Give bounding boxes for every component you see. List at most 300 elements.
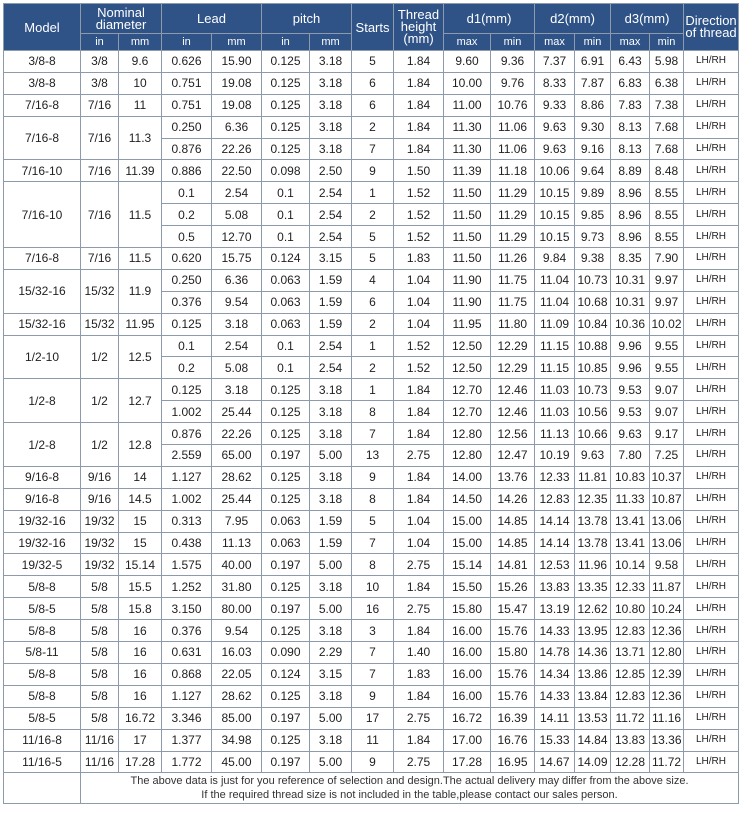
d2-max-cell: 12.53	[535, 554, 575, 576]
nominal-in-cell: 1/2	[81, 335, 119, 379]
d1-min-cell: 11.29	[491, 226, 535, 248]
d3-min-cell: 9.58	[650, 554, 684, 576]
d1-max-cell: 14.00	[444, 466, 491, 488]
d1-max-cell: 16.00	[444, 620, 491, 642]
table-row	[4, 335, 739, 357]
d2-min-cell: 13.86	[575, 663, 611, 685]
lead-in-cell: 0.313	[162, 510, 212, 532]
starts-cell: 7	[352, 532, 394, 554]
header-d1: d1(mm)	[444, 4, 535, 34]
nominal-in-cell: 19/32	[81, 554, 119, 576]
d1-max-cell: 12.80	[444, 445, 491, 467]
model-cell: 3/8-8	[4, 72, 81, 94]
d2-max-cell: 11.04	[535, 291, 575, 313]
d2-min-cell: 9.73	[575, 226, 611, 248]
d3-min-cell: 10.24	[650, 598, 684, 620]
d1-max-cell: 12.70	[444, 379, 491, 401]
starts-cell: 7	[352, 663, 394, 685]
direction-cell: LH/RH	[684, 160, 739, 182]
d1-min-cell: 11.29	[491, 182, 535, 204]
header-starts: Starts	[352, 4, 394, 51]
lead-mm-cell: 6.36	[212, 116, 262, 138]
d1-min-cell: 16.76	[491, 729, 535, 751]
pitch-in-cell: 0.1	[262, 335, 310, 357]
direction-cell: LH/RH	[684, 138, 739, 160]
subheader-lead-mm: mm	[212, 34, 262, 51]
d3-min-cell: 12.36	[650, 620, 684, 642]
d3-min-cell: 9.07	[650, 379, 684, 401]
d2-max-cell: 10.19	[535, 445, 575, 467]
d2-min-cell: 10.84	[575, 313, 611, 335]
pitch-in-cell: 0.197	[262, 751, 310, 773]
nominal-in-cell: 15/32	[81, 269, 119, 313]
starts-cell: 8	[352, 554, 394, 576]
d2-max-cell: 14.33	[535, 620, 575, 642]
d3-min-cell: 8.48	[650, 160, 684, 182]
pitch-in-cell: 0.1	[262, 182, 310, 204]
pitch-mm-cell: 3.18	[310, 423, 352, 445]
nominal-mm-cell: 12.8	[119, 423, 162, 467]
d3-max-cell: 10.31	[611, 291, 650, 313]
d2-min-cell: 10.56	[575, 401, 611, 423]
d1-max-cell: 11.90	[444, 291, 491, 313]
direction-cell: LH/RH	[684, 620, 739, 642]
d1-max-cell: 15.80	[444, 598, 491, 620]
direction-cell: LH/RH	[684, 182, 739, 204]
thread-height-cell: 1.04	[394, 291, 444, 313]
starts-cell: 1	[352, 335, 394, 357]
d1-max-cell: 11.50	[444, 226, 491, 248]
d1-max-cell: 16.00	[444, 642, 491, 664]
thread-height-cell: 1.04	[394, 269, 444, 291]
d3-min-cell: 11.87	[650, 576, 684, 598]
d3-max-cell: 9.53	[611, 379, 650, 401]
pitch-in-cell: 0.1	[262, 226, 310, 248]
direction-cell: LH/RH	[684, 751, 739, 773]
direction-cell: LH/RH	[684, 729, 739, 751]
d3-max-cell: 12.28	[611, 751, 650, 773]
model-cell: 1/2-10	[4, 335, 81, 379]
thread-height-cell: 1.84	[394, 685, 444, 707]
lead-in-cell: 0.876	[162, 138, 212, 160]
starts-cell: 10	[352, 576, 394, 598]
thread-height-cell: 1.84	[394, 401, 444, 423]
d3-min-cell: 7.25	[650, 445, 684, 467]
d3-min-cell: 8.55	[650, 226, 684, 248]
model-cell: 5/8-5	[4, 598, 81, 620]
nominal-in-cell: 5/8	[81, 620, 119, 642]
nominal-in-cell: 19/32	[81, 532, 119, 554]
lead-in-cell: 3.346	[162, 707, 212, 729]
d1-min-cell: 11.75	[491, 291, 535, 313]
nominal-in-cell: 3/8	[81, 72, 119, 94]
d3-min-cell: 11.72	[650, 751, 684, 773]
lead-in-cell: 0.125	[162, 379, 212, 401]
pitch-in-cell: 0.125	[262, 138, 310, 160]
table-row	[4, 488, 739, 510]
d2-min-cell: 9.89	[575, 182, 611, 204]
d3-min-cell: 7.90	[650, 248, 684, 270]
lead-in-cell: 1.772	[162, 751, 212, 773]
subheader-d2-min: min	[575, 34, 611, 51]
table-row	[4, 182, 739, 204]
lead-in-cell: 0.250	[162, 269, 212, 291]
starts-cell: 1	[352, 379, 394, 401]
nominal-mm-cell: 12.5	[119, 335, 162, 379]
table-row	[4, 707, 739, 729]
d3-min-cell: 9.07	[650, 401, 684, 423]
pitch-mm-cell: 5.00	[310, 707, 352, 729]
d3-min-cell: 9.97	[650, 269, 684, 291]
d3-max-cell: 8.89	[611, 160, 650, 182]
d1-min-cell: 11.06	[491, 116, 535, 138]
starts-cell: 9	[352, 685, 394, 707]
direction-cell: LH/RH	[684, 335, 739, 357]
d3-min-cell: 7.68	[650, 138, 684, 160]
header-model: Model	[4, 4, 81, 51]
d3-max-cell: 7.80	[611, 445, 650, 467]
model-cell: 1/2-8	[4, 423, 81, 467]
direction-cell: LH/RH	[684, 116, 739, 138]
lead-in-cell: 3.150	[162, 598, 212, 620]
table-row	[4, 248, 739, 270]
direction-cell: LH/RH	[684, 423, 739, 445]
lead-in-cell: 0.868	[162, 663, 212, 685]
starts-cell: 13	[352, 445, 394, 467]
model-cell: 7/16-10	[4, 182, 81, 248]
pitch-mm-cell: 2.54	[310, 204, 352, 226]
direction-cell: LH/RH	[684, 554, 739, 576]
d2-min-cell: 14.09	[575, 751, 611, 773]
pitch-in-cell: 0.197	[262, 554, 310, 576]
lead-mm-cell: 22.26	[212, 138, 262, 160]
d2-max-cell: 9.84	[535, 248, 575, 270]
d2-max-cell: 11.15	[535, 357, 575, 379]
thread-height-cell: 1.84	[394, 576, 444, 598]
d1-max-cell: 16.72	[444, 707, 491, 729]
d1-max-cell: 11.50	[444, 248, 491, 270]
thread-height-cell: 1.84	[394, 72, 444, 94]
d1-min-cell: 15.76	[491, 663, 535, 685]
lead-mm-cell: 19.08	[212, 72, 262, 94]
d3-min-cell: 12.80	[650, 642, 684, 664]
d3-min-cell: 10.87	[650, 488, 684, 510]
note-cell	[81, 773, 739, 804]
lead-in-cell: 0.876	[162, 423, 212, 445]
nominal-mm-cell: 11.95	[119, 313, 162, 335]
d1-max-cell: 12.50	[444, 335, 491, 357]
pitch-in-cell: 0.063	[262, 532, 310, 554]
thread-height-cell: 1.04	[394, 510, 444, 532]
direction-cell: LH/RH	[684, 226, 739, 248]
pitch-in-cell: 0.125	[262, 620, 310, 642]
model-cell: 9/16-8	[4, 466, 81, 488]
lead-in-cell: 0.250	[162, 116, 212, 138]
d3-max-cell: 9.63	[611, 423, 650, 445]
d1-max-cell: 11.30	[444, 138, 491, 160]
pitch-mm-cell: 3.18	[310, 379, 352, 401]
thread-height-cell: 1.84	[394, 379, 444, 401]
direction-cell: LH/RH	[684, 269, 739, 291]
table-row	[4, 510, 739, 532]
d1-min-cell: 12.56	[491, 423, 535, 445]
pitch-mm-cell: 2.54	[310, 182, 352, 204]
lead-mm-cell: 5.08	[212, 204, 262, 226]
direction-cell: LH/RH	[684, 445, 739, 467]
nominal-mm-cell: 11.39	[119, 160, 162, 182]
pitch-in-cell: 0.1	[262, 204, 310, 226]
d2-min-cell: 11.81	[575, 466, 611, 488]
pitch-in-cell: 0.125	[262, 51, 310, 73]
nominal-mm-cell: 11.3	[119, 116, 162, 160]
d3-min-cell: 10.02	[650, 313, 684, 335]
d3-max-cell: 9.53	[611, 401, 650, 423]
lead-in-cell: 0.2	[162, 357, 212, 379]
nominal-in-cell: 9/16	[81, 466, 119, 488]
header-d3: d3(mm)	[611, 4, 684, 34]
pitch-mm-cell: 3.18	[310, 138, 352, 160]
d2-min-cell: 13.78	[575, 510, 611, 532]
d1-max-cell: 11.50	[444, 182, 491, 204]
starts-cell: 7	[352, 642, 394, 664]
lead-in-cell: 0.5	[162, 226, 212, 248]
nominal-in-cell: 3/8	[81, 51, 119, 73]
header-thread-height: Thread height (mm)	[394, 4, 444, 51]
d1-min-cell: 12.29	[491, 335, 535, 357]
direction-cell: LH/RH	[684, 94, 739, 116]
thread-height-cell: 1.04	[394, 532, 444, 554]
pitch-mm-cell: 2.54	[310, 335, 352, 357]
direction-cell: LH/RH	[684, 357, 739, 379]
table-row	[4, 685, 739, 707]
d1-min-cell: 11.29	[491, 204, 535, 226]
starts-cell: 5	[352, 510, 394, 532]
d3-max-cell: 8.13	[611, 116, 650, 138]
d2-min-cell: 8.86	[575, 94, 611, 116]
model-cell: 5/8-8	[4, 576, 81, 598]
pitch-mm-cell: 3.18	[310, 116, 352, 138]
pitch-mm-cell: 3.18	[310, 488, 352, 510]
pitch-mm-cell: 3.15	[310, 663, 352, 685]
d2-max-cell: 10.15	[535, 204, 575, 226]
table-row	[4, 751, 739, 773]
d2-max-cell: 10.15	[535, 226, 575, 248]
d1-max-cell: 17.00	[444, 729, 491, 751]
d1-max-cell: 9.60	[444, 51, 491, 73]
pitch-mm-cell: 3.15	[310, 248, 352, 270]
direction-cell: LH/RH	[684, 291, 739, 313]
direction-cell: LH/RH	[684, 488, 739, 510]
note-spacer-cell	[4, 773, 81, 804]
thread-height-cell: 2.75	[394, 445, 444, 467]
d2-max-cell: 8.33	[535, 72, 575, 94]
thread-height-cell: 1.84	[394, 116, 444, 138]
lead-mm-cell: 9.54	[212, 291, 262, 313]
table-row	[4, 72, 739, 94]
header-d2: d2(mm)	[535, 4, 611, 34]
d3-min-cell: 12.36	[650, 685, 684, 707]
thread-height-cell: 2.75	[394, 554, 444, 576]
pitch-in-cell: 0.125	[262, 379, 310, 401]
d3-max-cell: 13.71	[611, 642, 650, 664]
d1-max-cell: 14.50	[444, 488, 491, 510]
d3-max-cell: 10.14	[611, 554, 650, 576]
pitch-in-cell: 0.063	[262, 510, 310, 532]
d1-min-cell: 13.76	[491, 466, 535, 488]
d2-max-cell: 11.04	[535, 269, 575, 291]
lead-in-cell: 1.127	[162, 685, 212, 707]
lead-in-cell: 0.125	[162, 313, 212, 335]
pitch-mm-cell: 3.18	[310, 401, 352, 423]
d1-max-cell: 12.80	[444, 423, 491, 445]
d1-min-cell: 14.81	[491, 554, 535, 576]
d2-max-cell: 11.09	[535, 313, 575, 335]
d2-max-cell: 14.67	[535, 751, 575, 773]
model-cell: 5/8-5	[4, 707, 81, 729]
nominal-in-cell: 5/8	[81, 663, 119, 685]
d1-max-cell: 11.39	[444, 160, 491, 182]
d1-min-cell: 15.26	[491, 576, 535, 598]
table-row	[4, 576, 739, 598]
d1-min-cell: 14.85	[491, 532, 535, 554]
d1-max-cell: 15.00	[444, 510, 491, 532]
pitch-in-cell: 0.125	[262, 488, 310, 510]
d2-max-cell: 9.33	[535, 94, 575, 116]
d2-min-cell: 13.78	[575, 532, 611, 554]
thread-height-cell: 1.84	[394, 488, 444, 510]
direction-cell: LH/RH	[684, 642, 739, 664]
model-cell: 5/8-11	[4, 642, 81, 664]
nominal-mm-cell: 16	[119, 620, 162, 642]
thread-height-cell: 1.84	[394, 138, 444, 160]
d1-min-cell: 10.76	[491, 94, 535, 116]
d2-max-cell: 7.37	[535, 51, 575, 73]
pitch-mm-cell: 1.59	[310, 532, 352, 554]
nominal-in-cell: 9/16	[81, 488, 119, 510]
d3-max-cell: 8.96	[611, 204, 650, 226]
thread-height-cell: 2.75	[394, 751, 444, 773]
d1-max-cell: 15.14	[444, 554, 491, 576]
table-row	[4, 313, 739, 335]
model-cell: 5/8-8	[4, 663, 81, 685]
lead-in-cell: 0.376	[162, 291, 212, 313]
nominal-in-cell: 11/16	[81, 751, 119, 773]
d3-min-cell: 13.06	[650, 510, 684, 532]
d1-min-cell: 15.80	[491, 642, 535, 664]
table-row	[4, 554, 739, 576]
d2-max-cell: 14.11	[535, 707, 575, 729]
nominal-in-cell: 7/16	[81, 116, 119, 160]
d1-max-cell: 11.95	[444, 313, 491, 335]
lead-in-cell: 1.377	[162, 729, 212, 751]
d3-min-cell: 9.97	[650, 291, 684, 313]
d2-min-cell: 9.85	[575, 204, 611, 226]
nominal-in-cell: 1/2	[81, 379, 119, 423]
nominal-mm-cell: 12.7	[119, 379, 162, 423]
d3-max-cell: 12.85	[611, 663, 650, 685]
table-row	[4, 269, 739, 291]
d2-max-cell: 14.78	[535, 642, 575, 664]
thread-height-cell: 1.83	[394, 248, 444, 270]
d1-min-cell: 12.47	[491, 445, 535, 467]
d3-max-cell: 10.80	[611, 598, 650, 620]
pitch-in-cell: 0.124	[262, 248, 310, 270]
direction-cell: LH/RH	[684, 466, 739, 488]
lead-in-cell: 0.2	[162, 204, 212, 226]
pitch-in-cell: 0.125	[262, 576, 310, 598]
d3-min-cell: 5.98	[650, 51, 684, 73]
d3-max-cell: 12.83	[611, 620, 650, 642]
nominal-mm-cell: 11	[119, 94, 162, 116]
model-cell: 1/2-8	[4, 379, 81, 423]
subheader-d3-max: max	[611, 34, 650, 51]
lead-in-cell: 0.1	[162, 182, 212, 204]
d2-max-cell: 11.15	[535, 335, 575, 357]
direction-cell: LH/RH	[684, 401, 739, 423]
starts-cell: 2	[352, 204, 394, 226]
header-pitch: pitch	[262, 4, 352, 34]
d2-min-cell: 11.96	[575, 554, 611, 576]
header-direction: Direction of thread	[684, 4, 739, 51]
header-lead: Lead	[162, 4, 262, 34]
nominal-in-cell: 5/8	[81, 576, 119, 598]
d3-min-cell: 6.38	[650, 72, 684, 94]
thread-spec-table	[3, 3, 739, 804]
model-cell: 15/32-16	[4, 269, 81, 313]
d2-max-cell: 10.15	[535, 182, 575, 204]
d2-max-cell: 9.63	[535, 138, 575, 160]
lead-in-cell: 1.002	[162, 488, 212, 510]
nominal-mm-cell: 9.6	[119, 51, 162, 73]
table-row	[4, 379, 739, 401]
pitch-in-cell: 0.125	[262, 466, 310, 488]
d2-min-cell: 9.63	[575, 445, 611, 467]
d2-min-cell: 13.84	[575, 685, 611, 707]
pitch-mm-cell: 5.00	[310, 445, 352, 467]
lead-in-cell: 0.438	[162, 532, 212, 554]
pitch-mm-cell: 3.18	[310, 620, 352, 642]
d3-min-cell: 9.55	[650, 335, 684, 357]
starts-cell: 7	[352, 423, 394, 445]
table-row	[4, 532, 739, 554]
starts-cell: 7	[352, 138, 394, 160]
pitch-in-cell: 0.124	[262, 663, 310, 685]
table-row	[4, 663, 739, 685]
model-cell: 15/32-16	[4, 313, 81, 335]
direction-cell: LH/RH	[684, 510, 739, 532]
d1-min-cell: 14.26	[491, 488, 535, 510]
direction-cell: LH/RH	[684, 532, 739, 554]
d2-max-cell: 11.03	[535, 379, 575, 401]
d3-max-cell: 8.13	[611, 138, 650, 160]
note-line-1: The above data is just for you reference of selection and design.The actual delivery may differ from the above size.	[130, 775, 689, 788]
d2-min-cell: 9.64	[575, 160, 611, 182]
d3-max-cell: 8.35	[611, 248, 650, 270]
starts-cell: 17	[352, 707, 394, 729]
nominal-mm-cell: 11.9	[119, 269, 162, 313]
d1-min-cell: 14.85	[491, 510, 535, 532]
nominal-mm-cell: 15.14	[119, 554, 162, 576]
d2-min-cell: 9.30	[575, 116, 611, 138]
pitch-in-cell: 0.197	[262, 445, 310, 467]
subheader-d1-max: max	[444, 34, 491, 51]
starts-cell: 4	[352, 269, 394, 291]
d3-min-cell: 7.38	[650, 94, 684, 116]
direction-cell: LH/RH	[684, 598, 739, 620]
pitch-mm-cell: 1.59	[310, 269, 352, 291]
direction-cell: LH/RH	[684, 379, 739, 401]
d1-min-cell: 9.76	[491, 72, 535, 94]
